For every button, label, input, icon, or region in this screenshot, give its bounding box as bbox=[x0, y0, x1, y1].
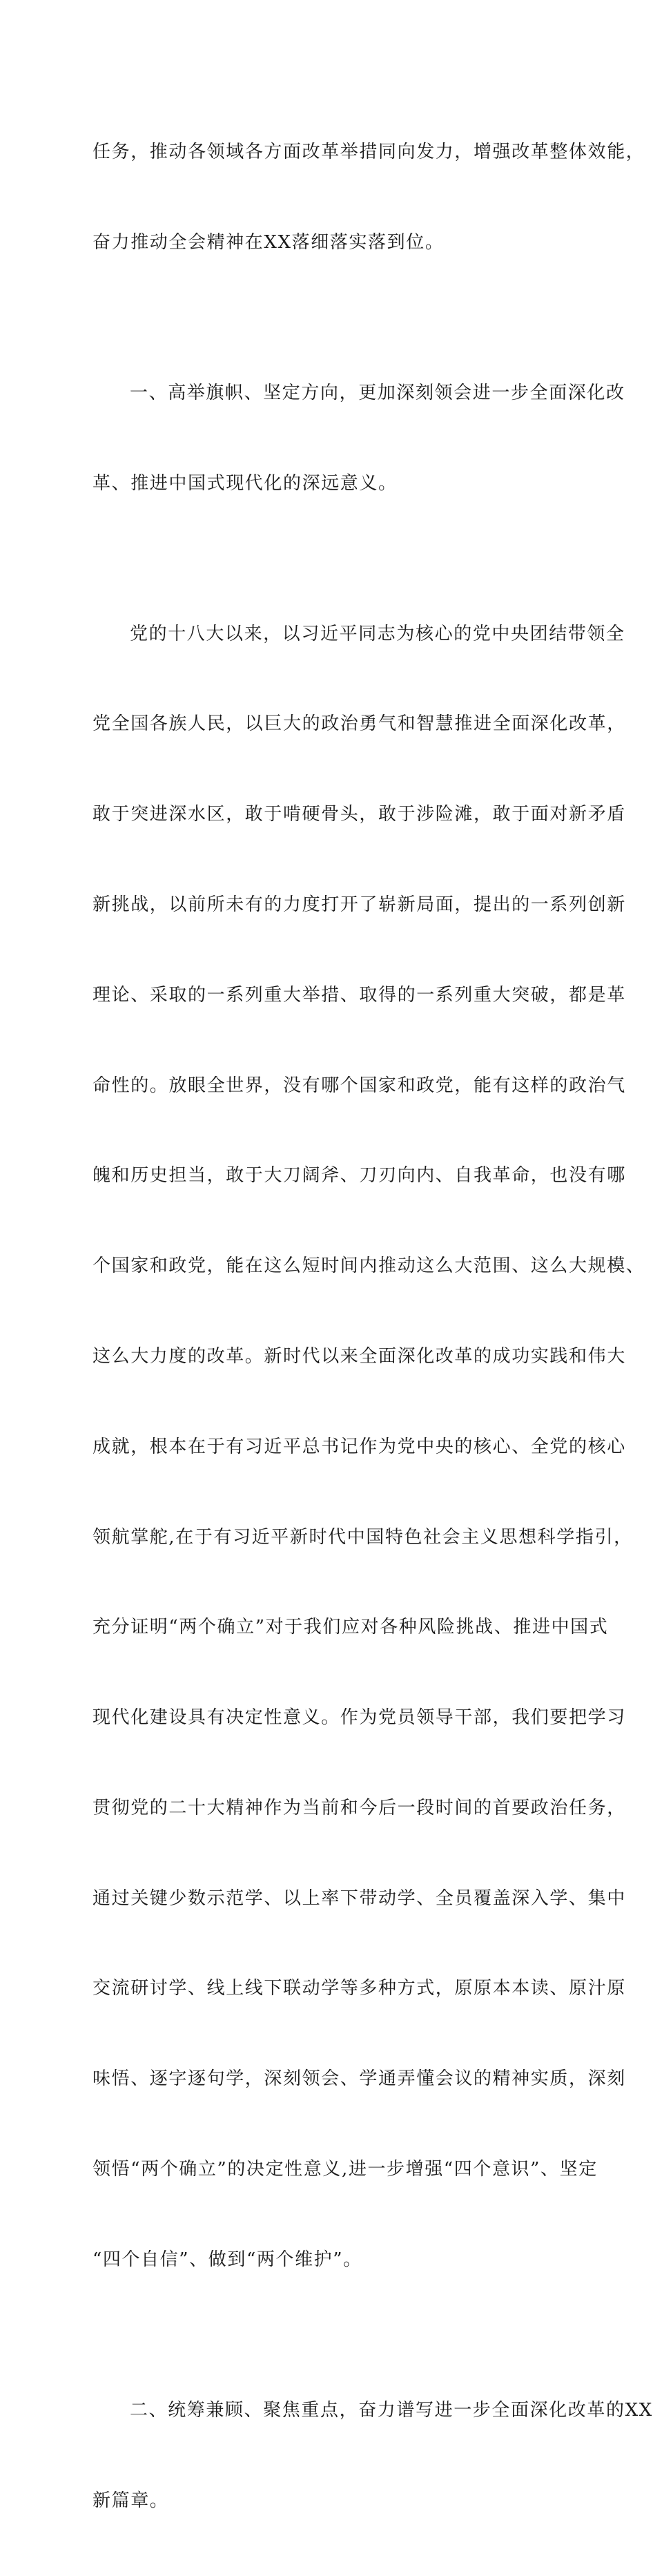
body-paragraph-1 bbox=[92, 559, 645, 2336]
text-line: 敢于突进深水区，敢于啃硬骨头，敢于涉险滩，敢于面对新矛盾 bbox=[92, 804, 626, 825]
text-line: 贯彻党的二十大精神作为当前和今后一段时间的首要政治任务， bbox=[92, 1797, 626, 1818]
text-line: 党的十八大以来，以习近平同志为核心的党中央团结带领全 bbox=[130, 623, 625, 644]
section-heading-1 bbox=[92, 318, 625, 559]
text-line: 二、统筹兼顾、聚焦重点，奋力谱写进一步全面深化改革的XX bbox=[130, 2399, 653, 2421]
text-line: 成就，根本在于有习近平总书记作为党中央的核心、全党的核心 bbox=[92, 1436, 626, 1457]
section-heading-2 bbox=[92, 2336, 653, 2576]
text-line: 党全国各族人民，以巨大的政治勇气和智慧推进全面深化改革， bbox=[92, 713, 626, 735]
text-line: 味悟、逐字逐句学，深刻领会、学通弄懂会议的精神实质，深刻 bbox=[92, 2068, 626, 2090]
text-line: 交流研讨学、线上线下联动学等多种方式，原原本本读、原汁原 bbox=[92, 1978, 626, 1999]
text-line: 现代化建设具有决定性意义。作为党员领导干部，我们要把学习 bbox=[92, 1707, 626, 1729]
text-line: “四个自信”、做到“两个维护”。 bbox=[92, 2249, 362, 2270]
text-line: 新挑战，以前所未有的力度打开了崭新局面，提出的一系列创新 bbox=[92, 894, 626, 916]
text-line: 领航掌舵,在于有习近平新时代中国特色社会主义思想科学指引， bbox=[92, 1526, 633, 1548]
text-line: 新篇章。 bbox=[92, 2490, 169, 2511]
text-line: 任务，推动各领域各方面改革举措同向发力，增强改革整体效能， bbox=[92, 142, 645, 163]
text-line: 魄和历史担当，敢于大刀阔斧、刀刃向内、自我革命，也没有哪 bbox=[92, 1165, 626, 1186]
text-line: 通过关键少数示范学、以上率下带动学、全员覆盖深入学、集中 bbox=[92, 1887, 626, 1909]
text-line: 充分证明“两个确立”对于我们应对各种风险挑战、推进中国式 bbox=[92, 1617, 609, 1638]
text-line: 命性的。放眼全世界，没有哪个国家和政党，能有这样的政治气 bbox=[92, 1075, 626, 1096]
text-line: 理论、采取的一系列重大举措、取得的一系列重大突破，都是革 bbox=[92, 984, 626, 1006]
document-body bbox=[92, 77, 653, 2576]
text-line: 奋力推动全会精神在XX落细落实落到位。 bbox=[92, 231, 445, 253]
text-line: 个国家和政党，能在这么短时间内推动这么大范围、这么大规模、 bbox=[92, 1256, 645, 1277]
continuation-paragraph bbox=[92, 77, 645, 318]
text-line: 领悟“两个确立”的决定性意义,进一步增强“四个意识”、坚定 bbox=[92, 2158, 598, 2180]
text-line: 这么大力度的改革。新时代以来全面深化改革的成功实践和伟大 bbox=[92, 1345, 626, 1367]
text-line: 一、高举旗帜、坚定方向，更加深刻领会进一步全面深化改 bbox=[130, 382, 625, 403]
text-line: 革、推进中国式现代化的深远意义。 bbox=[92, 472, 398, 494]
